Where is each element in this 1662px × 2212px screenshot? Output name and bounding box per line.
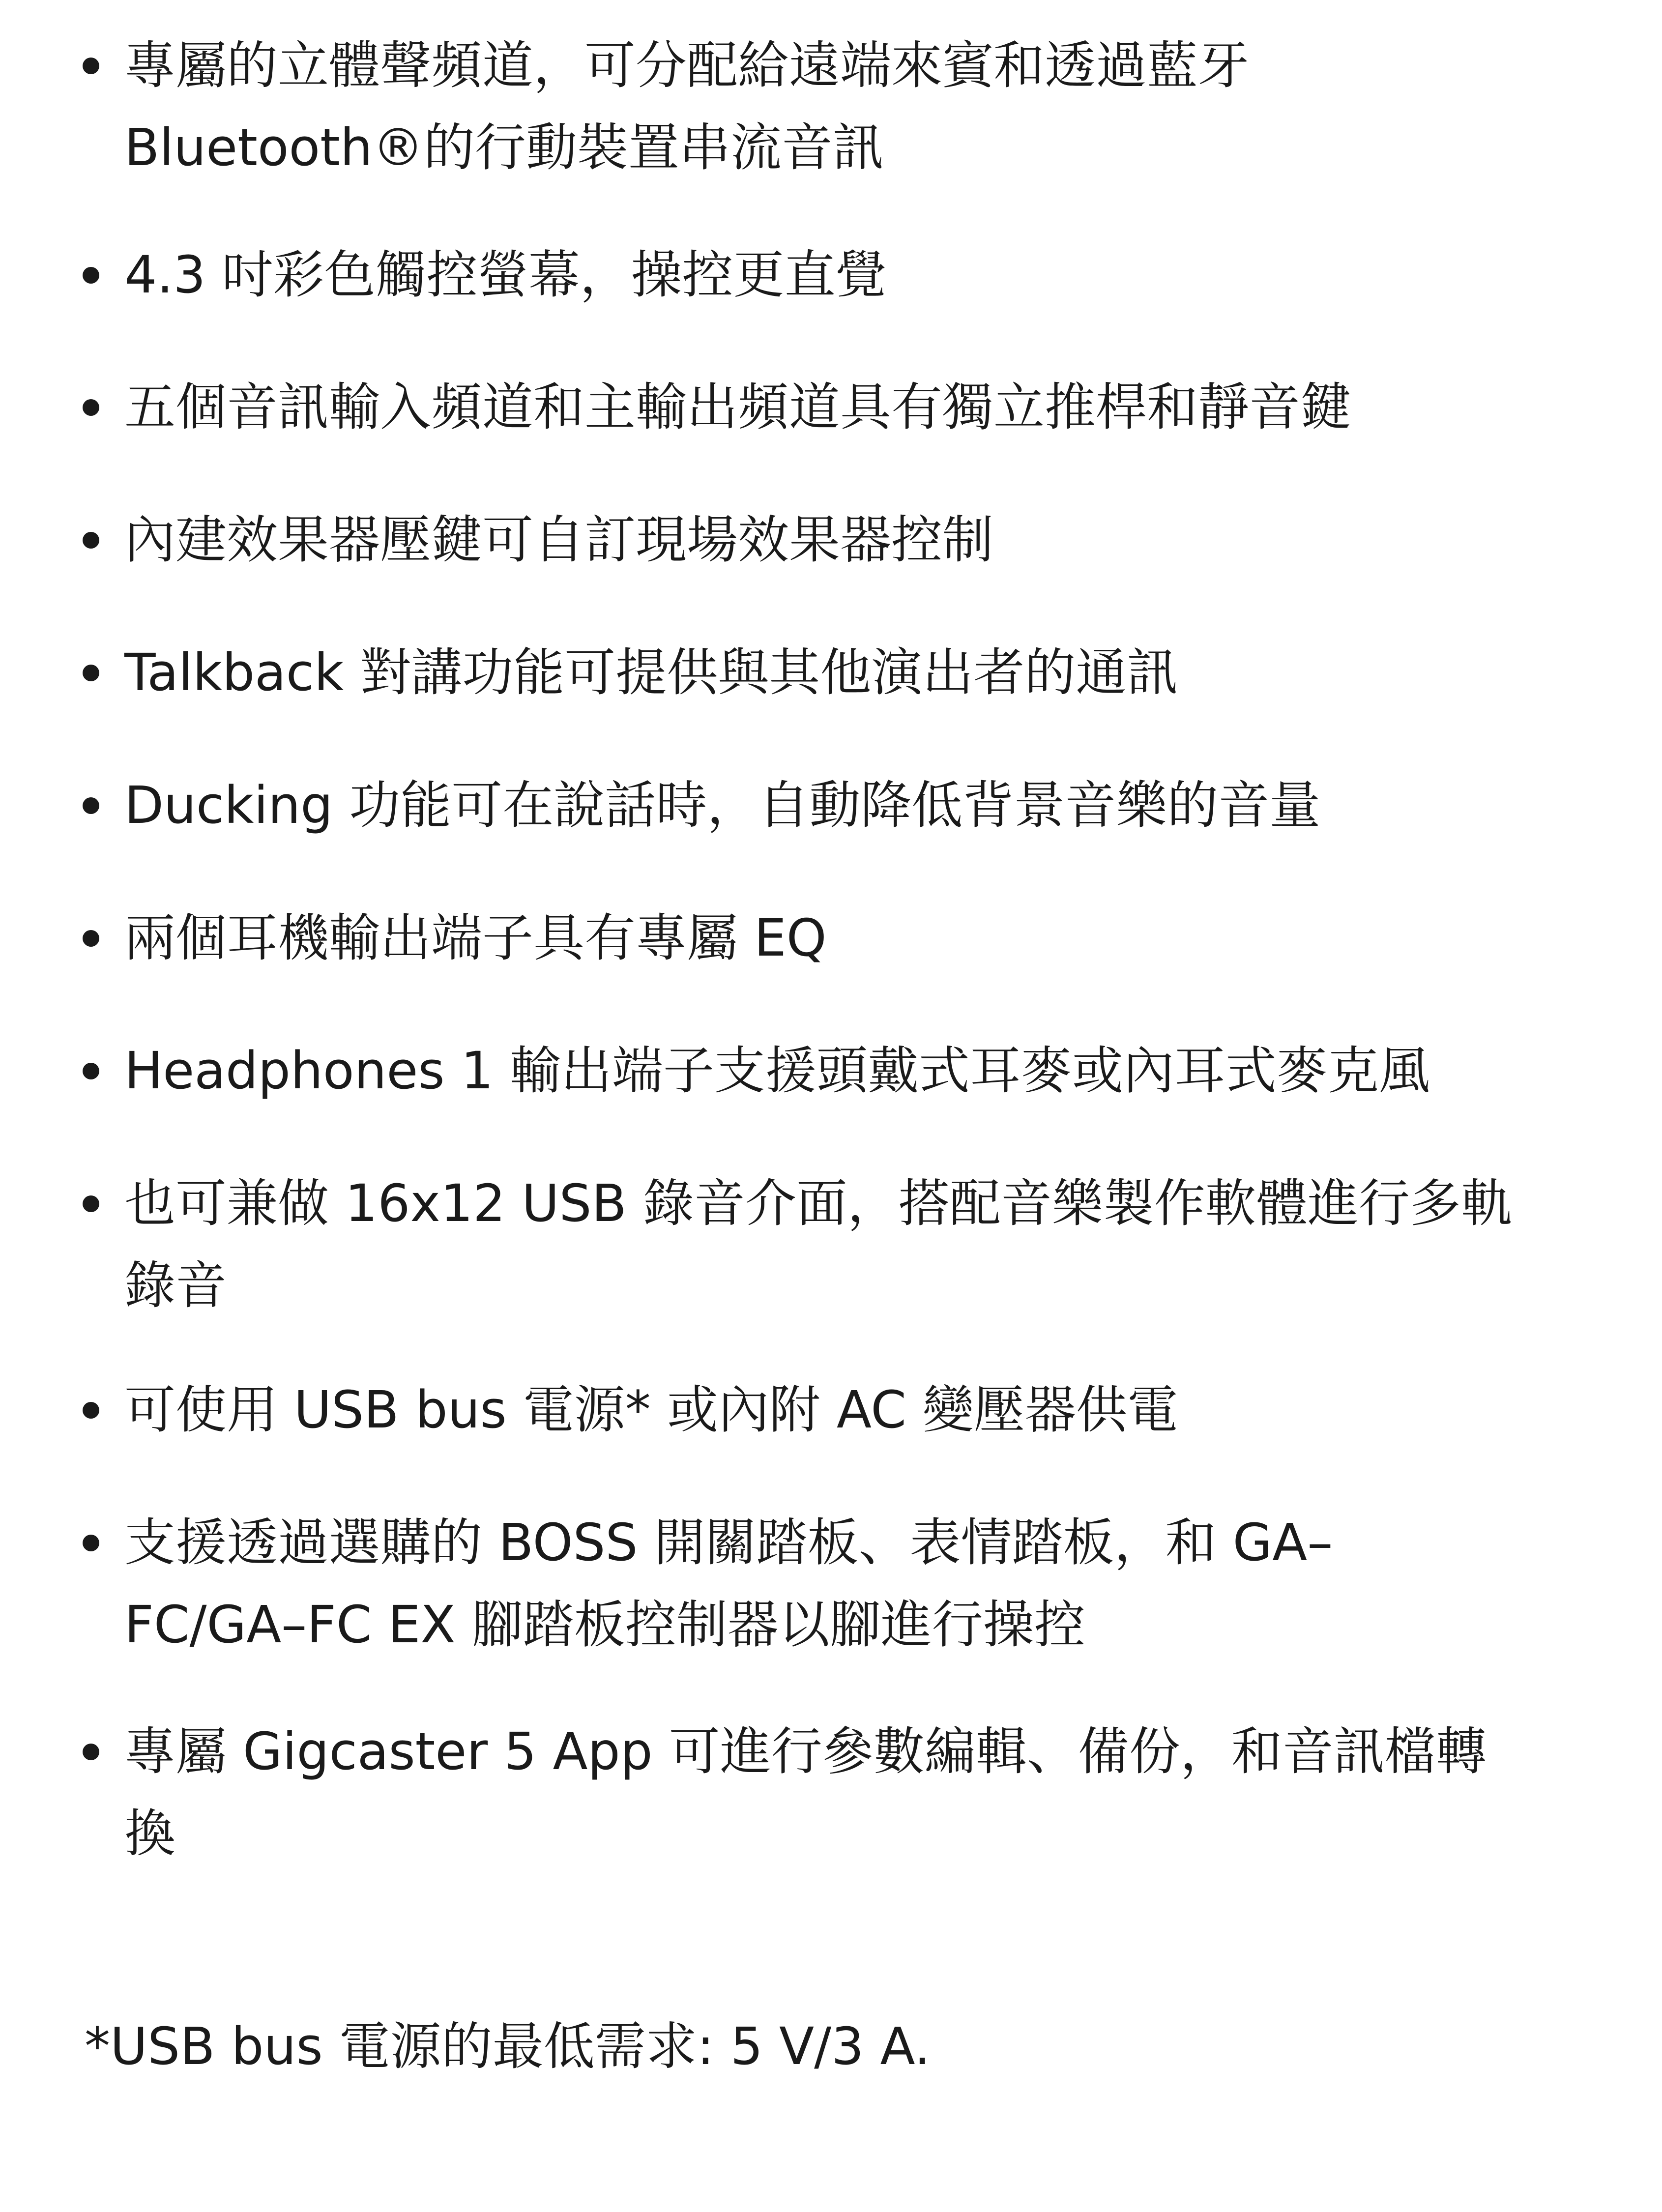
item-text (124, 25, 1579, 189)
bullet-icon (83, 665, 99, 681)
item-line: Headphones 1 輸出端子支援頭戴式耳麥或內耳式麥克風 (124, 1041, 1430, 1101)
item-text (124, 234, 1579, 316)
item-line: 4.3 吋彩色觸控螢幕，操控更直覺 (124, 245, 887, 305)
item-text (124, 632, 1579, 714)
item-line: 專屬 Gigcaster 5 App 可進行參數編輯、備份，和音訊檔轉 (124, 1721, 1487, 1781)
item-line: Talkback 對講功能可提供與其他演出者的通訊 (124, 642, 1178, 702)
bullet-icon (83, 1402, 99, 1419)
bullet-icon (83, 399, 99, 416)
bullet-icon (83, 1063, 99, 1079)
item-text (124, 1369, 1579, 1451)
item-line: 可使用 USB bus 電源* 或內附 AC 變壓器供電 (124, 1380, 1178, 1440)
item-line: 兩個耳機輸出端子具有專屬 EQ (124, 908, 827, 968)
item-text (124, 366, 1579, 448)
item-line: FC/GA–FC EX 腳踏板控制器以腳進行操控 (124, 1595, 1085, 1655)
item-line: 五個音訊輸入頻道和主輸出頻道具有獨立推桿和靜音鍵 (124, 377, 1352, 437)
bullet-icon (83, 532, 99, 549)
footnote: *USB bus 電源的最低需求: 5 V/3 A. (85, 2016, 931, 2076)
item-text (124, 1030, 1579, 1112)
bullet-icon (83, 1535, 99, 1551)
item-text (124, 1163, 1579, 1327)
bullet-icon (83, 1195, 99, 1212)
bullet-icon (83, 267, 99, 284)
item-text (124, 897, 1579, 979)
item-text (124, 1502, 1579, 1666)
bullet-icon (83, 930, 99, 947)
item-line: 錄音 (124, 1255, 227, 1315)
item-line: 換 (124, 1804, 176, 1863)
bullet-icon (83, 58, 99, 74)
item-text (124, 1711, 1579, 1875)
item-text (124, 764, 1579, 846)
item-line: 內建效果器壓鍵可自訂現場效果器控制 (124, 510, 994, 570)
item-line: 支援透過選購的 BOSS 開關踏板、表情踏板，和 GA– (124, 1513, 1333, 1572)
item-line: Bluetooth®的行動裝置串流音訊 (124, 117, 884, 177)
bullet-icon (83, 1744, 99, 1760)
bullet-icon (83, 797, 99, 814)
item-line: Ducking 功能可在說話時，自動降低背景音樂的音量 (124, 775, 1321, 835)
item-line: 專屬的立體聲頻道，可分配給遠端來賓和透過藍牙 (124, 35, 1250, 95)
item-line: 也可兼做 16x12 USB 錄音介面，搭配音樂製作軟體進行多軌 (124, 1173, 1512, 1233)
item-text (124, 499, 1579, 581)
